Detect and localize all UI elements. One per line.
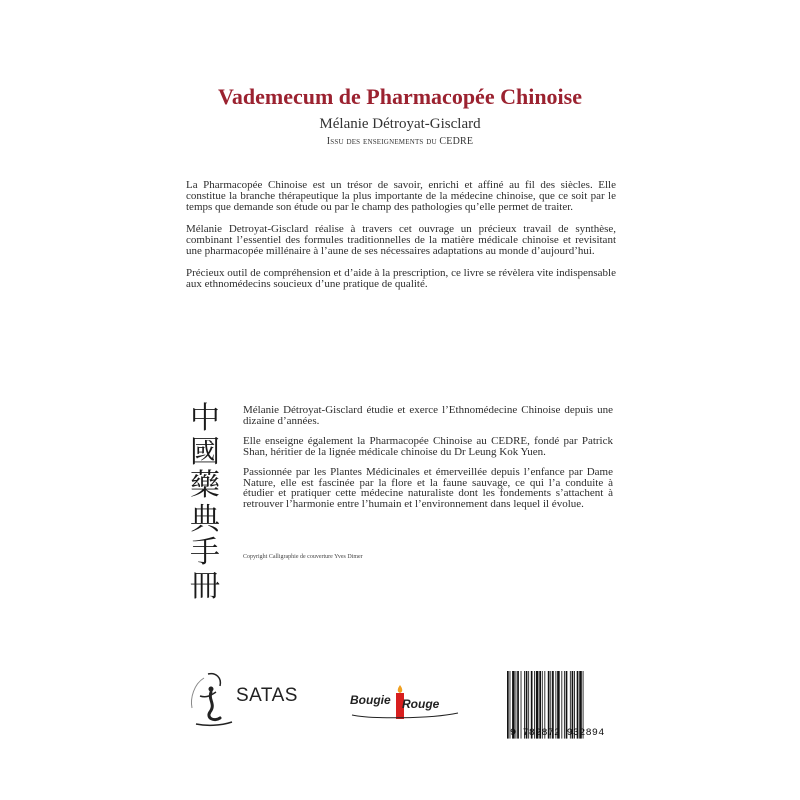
calligraphy-char: 典 bbox=[190, 501, 220, 537]
bougie-logo-text: Bougie bbox=[350, 693, 391, 707]
rouge-logo-text: Rouge bbox=[402, 697, 440, 711]
chinese-calligraphy bbox=[188, 402, 222, 603]
author-bio bbox=[243, 405, 613, 519]
book-subtitle: Issu des enseignements du CEDRE bbox=[326, 136, 474, 147]
blurb-paragraph: Précieux outil de compréhension et d’aide à la prescription, ce livre se révèlera vite indispensable aux ethnomédecins soucieux d’une pratique de qualité. bbox=[186, 267, 616, 290]
bio-paragraph: Elle enseigne également la Pharmacopée Chinoise au CEDRE, fondé par Patrick Shan, héritier de la lignée médicale chinoise du Dr Leung Kok Yuen. bbox=[243, 435, 613, 458]
isbn-number: 9 782872 932894 bbox=[510, 728, 605, 739]
blurb-paragraph: La Pharmacopée Chinoise est un trésor de savoir, enrichi et affiné au fil des siècles. Elle constitue la branche thérapeutique la plus importante de la médecine chinoise, que ce soit par le temps que demande son étude ou par le champ des pathologies qu’elle permet de traiter. bbox=[186, 179, 616, 213]
satas-logo-text: SATAS bbox=[236, 685, 298, 706]
calligraphy-char: 中 bbox=[190, 401, 220, 436]
copyright-note: Copyright Calligraphie de couverture Yves Dimer bbox=[243, 554, 363, 560]
book-title: Vademecum de Pharmacopée Chinoise bbox=[218, 84, 582, 109]
bio-paragraph: Passionnée par les Plantes Médicinales et émerveillée depuis l’enfance par Dame Nature, elle est fascinée par la flore et la faune sauvage, ce qui l’a conduite à étudier et pratiquer cette médecine naturaliste dont les fondements s’attachent à retrouver l’harmonie entre l’humain et l’environnement dans lequel il évolue. bbox=[243, 466, 613, 510]
calligraphy-char: 手 bbox=[190, 535, 220, 570]
book-author: Mélanie Détroyat-Gisclard bbox=[319, 116, 481, 132]
calligraphy-char: 藥 bbox=[190, 468, 220, 503]
barcode-bar bbox=[507, 671, 509, 739]
back-cover-blurb bbox=[186, 180, 616, 301]
calligraphy-char: 冊 bbox=[190, 568, 220, 604]
calligraphy-char: 國 bbox=[190, 434, 220, 470]
blurb-paragraph: Mélanie Detroyat-Gisclard réalise à travers cet ouvrage un précieux travail de synthèse, combinant l’essentiel des formules traditionnelles de la matière médicale chinoise et revisitant une pharmacopée millénaire à l’aune de ses nécessaires adaptations au monde d’aujourd’hui. bbox=[186, 223, 616, 257]
bio-paragraph: Mélanie Détroyat-Gisclard étudie et exerce l’Ethnomédecine Chinoise depuis une dizaine d’années. bbox=[243, 404, 613, 427]
